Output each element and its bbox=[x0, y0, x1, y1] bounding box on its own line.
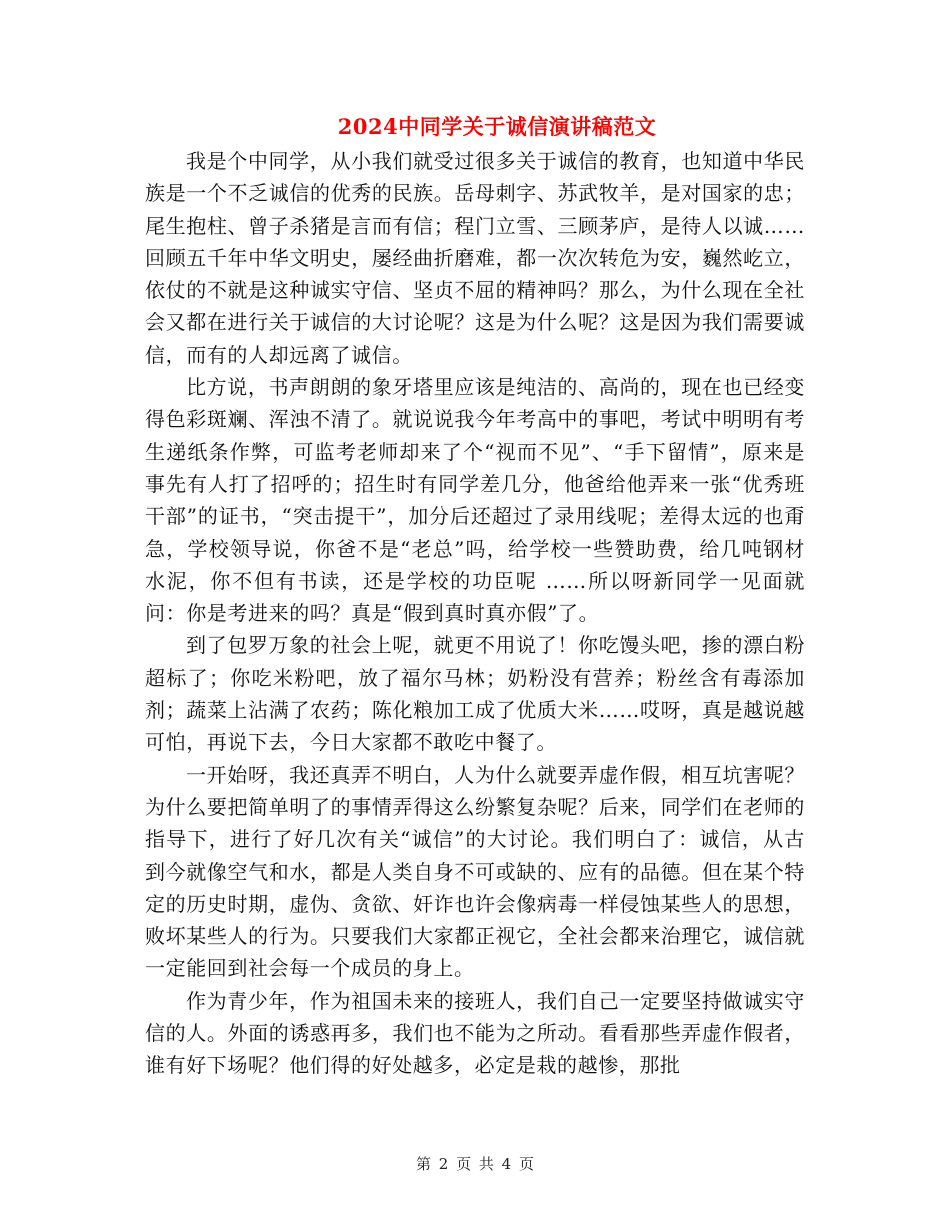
document-body bbox=[145, 145, 805, 1082]
paragraph-4: 一开始呀，我还真弄不明白，人为什么就要弄虚作假，相互坑害呢？为什么要把简单明了的事情弄得这么纷繁复杂呢？后来，同学们在老师的指导下，进行了好几次有关“诚信”的大讨论。我们明白了：诚信，从古到今就像空气和水，都是人类自身不可或缺的、应有的品德。但在某个特定的历史时期，虚伪、贪欲、奸诈也许会像病毒一样侵蚀某些人的思想，败坏某些人的行为。只要我们大家都正视它，全社会都来治理它，诚信就一定能回到社会每一个成员的身上。 bbox=[145, 762, 805, 981]
paragraph-1: 我是个中同学，从小我们就受过很多关于诚信的教育，也知道中华民族是一个不乏诚信的优秀的民族。岳母刺字、苏武牧羊，是对国家的忠；尾生抱柱、曾子杀猪是言而有信；程门立雪、三顾茅庐，是待人以诚……回顾五千年中华文明史，屡经曲折磨难，都一次次转危为安，巍然屹立，依仗的不就是这种诚实守信、坚贞不屈的精神吗？那么，为什么现在全社会又都在进行关于诚信的大讨论呢？这是为什么呢？这是因为我们需要诚信，而有的人却远离了诚信。 bbox=[145, 149, 805, 367]
paragraph-5: 作为青少年，作为祖国未来的接班人，我们自己一定要坚持做诚实守信的人。外面的诱惑再多，我们也不能为之所动。看看那些弄虚作假者，谁有好下场呢？他们得的好处越多，必定是栽的越惨，那批 bbox=[145, 988, 805, 1078]
page-number-footer: 第 2 页 共 4 页 bbox=[416, 1155, 534, 1173]
document-title: 2024中同学关于诚信演讲稿范文 bbox=[337, 114, 657, 139]
paragraph-3: 到了包罗万象的社会上呢，就更不用说了！你吃馒头吧，掺的漂白粉超标了；你吃米粉吧，放了福尔马林；奶粉没有营养；粉丝含有毒添加剂；蔬菜上沾满了农药；陈化粮加工成了优质大米……哎呀，真是越说越可怕，再说下去，今日大家都不敢吃中餐了。 bbox=[145, 633, 805, 755]
paragraph-2: 比方说，书声朗朗的象牙塔里应该是纯洁的、高尚的，现在也已经变得色彩斑斓、浑浊不清了。就说说我今年考高中的事吧，考试中明明有考生递纸条作弊，可监考老师却来了个“视而不见”、“手下留情”，原来是事先有人打了招呼的；招生时有同学差几分，他爸给他弄来一张“优秀班干部”的证书，“突击提干”，加分后还超过了录用线呢；差得太远的也甭急，学校领导说，你爸不是“老总”吗，给学校一些赞助费，给几吨钢材水泥，你不但有书读，还是学校的功臣呢 ……所以呀新同学一见面就问：你是考进来的吗？真是“假到真时真亦假”了。 bbox=[145, 375, 805, 626]
